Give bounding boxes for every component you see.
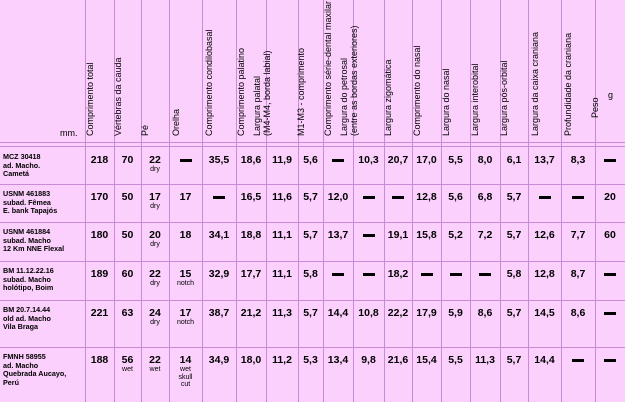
table-cell bbox=[353, 230, 384, 241]
table-cell: 17 notch bbox=[169, 308, 202, 327]
table-cell bbox=[412, 269, 441, 280]
header-label: Comprimento condilobasal bbox=[204, 29, 214, 136]
table-cell: 16,5 bbox=[240, 191, 262, 203]
table-cell: 18,8 bbox=[240, 229, 262, 241]
table-cell bbox=[323, 155, 353, 166]
row-label: USNM 461884 subad. Macho 12 Km NNE Flexal bbox=[3, 227, 65, 254]
table-cell: 22 dry bbox=[141, 269, 169, 288]
row-divider bbox=[0, 347, 625, 348]
table-cell: 18,2 bbox=[387, 268, 409, 280]
header-label: M1-M3 - comprimento bbox=[295, 47, 306, 136]
table-cell: 11,3 bbox=[475, 354, 495, 366]
table-cell: 12,8 bbox=[416, 191, 437, 203]
table-cell bbox=[169, 155, 202, 166]
header-13 bbox=[470, 0, 500, 140]
row-label: FMNH 58955 ad. Macho Quebrada Aucayo, Perú bbox=[3, 352, 67, 387]
table-cell: 7,7 bbox=[570, 229, 586, 241]
dash-mark bbox=[332, 159, 344, 162]
header-9 bbox=[338, 0, 384, 140]
table-cell: 11,1 bbox=[272, 229, 292, 241]
table-cell: 14 wet skull cut bbox=[169, 355, 202, 389]
table-cell: 17,9 bbox=[416, 307, 437, 319]
dash-mark bbox=[539, 196, 551, 199]
header-peso: Peso bbox=[590, 97, 600, 118]
cell-note: dry bbox=[150, 166, 160, 173]
table-cell bbox=[595, 269, 625, 280]
table-cell: 17 dry bbox=[141, 192, 169, 211]
table-cell: 13,7 bbox=[534, 154, 555, 166]
dash-mark bbox=[421, 273, 433, 276]
table-cell: 18 bbox=[179, 229, 192, 241]
header-label: Orelha bbox=[170, 108, 181, 136]
table-cell: 12,6 bbox=[534, 229, 555, 241]
table-cell bbox=[202, 192, 236, 203]
table-cell: 13,4 bbox=[327, 354, 349, 366]
header-label: Largura palatal (M4-M4, borda labial) bbox=[252, 50, 272, 136]
table-cell: 5,8 bbox=[303, 268, 318, 280]
table-cell: 21,6 bbox=[387, 354, 409, 366]
cell-note: wet bbox=[122, 366, 133, 373]
cell-note: notch bbox=[176, 319, 195, 326]
table-cell: 8,6 bbox=[477, 307, 493, 319]
table-cell: 50 bbox=[121, 191, 134, 203]
table-cell: 5,3 bbox=[303, 354, 318, 366]
table-cell: 38,7 bbox=[208, 307, 230, 319]
table-cell: 20,7 bbox=[387, 154, 409, 166]
table-cell: 22,2 bbox=[387, 307, 409, 319]
table-cell: 35,5 bbox=[208, 154, 230, 166]
table-cell: 32,9 bbox=[208, 268, 230, 280]
table-cell: 5,7 bbox=[506, 191, 522, 203]
table-cell bbox=[595, 355, 625, 366]
dash-mark bbox=[363, 234, 375, 237]
table-cell: 5,5 bbox=[448, 354, 463, 366]
header-label: Comprimento série-dental maxilar bbox=[323, 0, 333, 136]
row-divider bbox=[0, 146, 625, 147]
header-label: Comprimento do nasal bbox=[411, 45, 422, 136]
cell-note: notch bbox=[176, 280, 195, 287]
table-cell: 5,8 bbox=[506, 268, 522, 280]
table-cell: 18,0 bbox=[240, 354, 262, 366]
header-7 bbox=[295, 0, 323, 140]
header-label: Pé bbox=[140, 124, 150, 136]
table-cell: 5,7 bbox=[506, 229, 522, 241]
cell-note: dry bbox=[150, 280, 160, 287]
table-cell: 5,6 bbox=[448, 191, 463, 203]
table-cell: 11,9 bbox=[272, 154, 292, 166]
table-cell bbox=[470, 269, 500, 280]
cell-note: dry bbox=[150, 319, 160, 326]
table-cell bbox=[353, 269, 384, 280]
dash-mark bbox=[392, 196, 404, 199]
table-cell: 34,9 bbox=[208, 354, 230, 366]
dash-mark bbox=[604, 273, 616, 276]
header-label: Comprimento total bbox=[84, 62, 95, 136]
table-cell: 56 wet bbox=[114, 355, 141, 374]
table-cell: 19,1 bbox=[387, 229, 409, 241]
table-cell: 7,2 bbox=[477, 229, 493, 241]
table-cell bbox=[561, 192, 595, 203]
row-label: USNM 461883 subad. Fêmea E. bank Tapajós bbox=[3, 189, 58, 216]
table-cell: 188 bbox=[90, 354, 109, 366]
table-cell: 14,5 bbox=[534, 307, 555, 319]
header-10 bbox=[384, 0, 412, 140]
table-cell bbox=[384, 192, 412, 203]
table-cell bbox=[595, 155, 625, 166]
table-cell: 22 dry bbox=[141, 155, 169, 174]
table-cell: 189 bbox=[90, 268, 109, 280]
table-cell: 63 bbox=[121, 307, 134, 319]
header-label: Largura zigomática bbox=[383, 59, 393, 136]
dash-mark bbox=[604, 312, 616, 315]
dash-mark bbox=[363, 273, 375, 276]
header-label: Largura do petrosal (entre as bordas exteriores) bbox=[338, 25, 359, 136]
table-cell bbox=[528, 192, 561, 203]
table-cell: 10,8 bbox=[358, 307, 379, 319]
table-cell: 5,2 bbox=[448, 229, 463, 241]
header-16 bbox=[561, 0, 595, 140]
dash-mark bbox=[180, 159, 192, 162]
table-cell: 70 bbox=[121, 154, 134, 166]
header-11 bbox=[412, 0, 441, 140]
table-cell bbox=[323, 269, 353, 280]
dash-mark bbox=[604, 359, 616, 362]
table-cell: 5,7 bbox=[303, 229, 318, 241]
table-cell: 8,0 bbox=[477, 154, 493, 166]
table-cell: 11,6 bbox=[272, 191, 292, 203]
table-cell: 10,3 bbox=[358, 154, 379, 166]
cell-note: dry bbox=[150, 203, 160, 210]
dash-mark bbox=[572, 196, 584, 199]
table-cell: 34,1 bbox=[208, 229, 230, 241]
cell-note: wet bbox=[149, 366, 161, 373]
table-cell bbox=[595, 308, 625, 319]
table-cell: 218 bbox=[90, 154, 109, 166]
table-cell: 17 bbox=[179, 191, 192, 203]
table-cell: 11,3 bbox=[272, 307, 292, 319]
header-label: Vértebras da cauda bbox=[112, 57, 123, 136]
dash-mark bbox=[213, 196, 225, 199]
table-cell: 15,4 bbox=[416, 354, 437, 366]
header-4 bbox=[202, 0, 236, 140]
table-cell: 11,2 bbox=[272, 354, 292, 366]
header-14 bbox=[500, 0, 528, 140]
row-label: BM 11.12.22.16 subad. Macho holótipo, Boim bbox=[3, 266, 54, 293]
dash-mark bbox=[332, 273, 344, 276]
table-cell: 5,5 bbox=[448, 154, 463, 166]
table-cell: 221 bbox=[90, 307, 109, 319]
table-cell: 8,3 bbox=[570, 154, 586, 166]
header-label: Profundidade da craniana bbox=[563, 32, 573, 136]
table-cell: 5,6 bbox=[303, 154, 318, 166]
table-cell: 5,9 bbox=[448, 307, 463, 319]
header-label: Largura do nasal bbox=[440, 68, 451, 136]
header-label: Largura da caixa craniana bbox=[529, 31, 540, 136]
table-cell: 24 dry bbox=[141, 308, 169, 327]
row-divider bbox=[0, 142, 625, 143]
table-cell: 12,8 bbox=[534, 268, 555, 280]
dash-mark bbox=[450, 273, 462, 276]
table-cell: 8,7 bbox=[570, 268, 586, 280]
header-label: Largura interobital bbox=[470, 63, 480, 136]
table-cell: 9,8 bbox=[361, 354, 376, 366]
table-cell: 20 bbox=[604, 191, 616, 203]
table-cell: 13,7 bbox=[327, 229, 349, 241]
table-cell: 22 wet bbox=[141, 355, 169, 374]
table-cell: 5,7 bbox=[506, 307, 522, 319]
row-label: MCZ 30418 ad. Macho. Cametá bbox=[3, 152, 41, 179]
table-cell: 60 bbox=[121, 268, 134, 280]
header-2 bbox=[141, 0, 169, 140]
row-divider bbox=[0, 222, 625, 223]
header-1 bbox=[114, 0, 141, 140]
table-cell: 14,4 bbox=[327, 307, 349, 319]
table-cell: 60 bbox=[604, 229, 616, 241]
cell-note: dry bbox=[150, 241, 160, 248]
row-divider bbox=[0, 261, 625, 262]
row-divider bbox=[0, 184, 625, 185]
table-cell: 20 dry bbox=[141, 230, 169, 249]
header-3 bbox=[169, 0, 202, 140]
table-cell: 14,4 bbox=[534, 354, 555, 366]
table-cell: 15,8 bbox=[416, 229, 437, 241]
table-cell: 5,7 bbox=[303, 307, 318, 319]
table-cell: 17,7 bbox=[240, 268, 262, 280]
table-cell: 17,0 bbox=[416, 154, 437, 166]
row-label: BM 20.7.14.44 old ad. Macho Vila Braga bbox=[3, 305, 51, 332]
dash-mark bbox=[363, 196, 375, 199]
table-cell bbox=[561, 355, 595, 366]
table-cell: 5,7 bbox=[303, 191, 318, 203]
header-12 bbox=[441, 0, 470, 140]
dash-mark bbox=[604, 159, 616, 162]
table-cell: 21,2 bbox=[240, 307, 262, 319]
dash-mark bbox=[479, 273, 491, 276]
table-cell: 170 bbox=[90, 191, 109, 203]
table-cell: 6,1 bbox=[506, 154, 522, 166]
row-divider bbox=[0, 300, 625, 301]
table-cell: 11,1 bbox=[272, 268, 292, 280]
table-cell: 18,6 bbox=[240, 154, 262, 166]
table-cell: 6,8 bbox=[477, 191, 493, 203]
table-cell: 180 bbox=[90, 229, 109, 241]
header-6 bbox=[252, 0, 298, 140]
table-cell: 50 bbox=[121, 229, 134, 241]
table-cell: 8,6 bbox=[570, 307, 586, 319]
header-15 bbox=[528, 0, 561, 140]
header-label: Comprimento palatino bbox=[236, 47, 246, 136]
unit-label: mm. bbox=[60, 128, 78, 138]
table-cell bbox=[441, 269, 470, 280]
dash-mark bbox=[572, 359, 584, 362]
table-cell: 5,7 bbox=[506, 354, 522, 366]
header-0 bbox=[85, 0, 114, 140]
table-cell: 15 notch bbox=[169, 269, 202, 288]
cell-note: wet skull cut bbox=[178, 366, 193, 388]
table-cell: 12,0 bbox=[327, 191, 349, 203]
header-label: Largura pós-orbital bbox=[499, 60, 509, 136]
peso-unit: g bbox=[608, 90, 614, 100]
table-cell bbox=[353, 192, 384, 203]
